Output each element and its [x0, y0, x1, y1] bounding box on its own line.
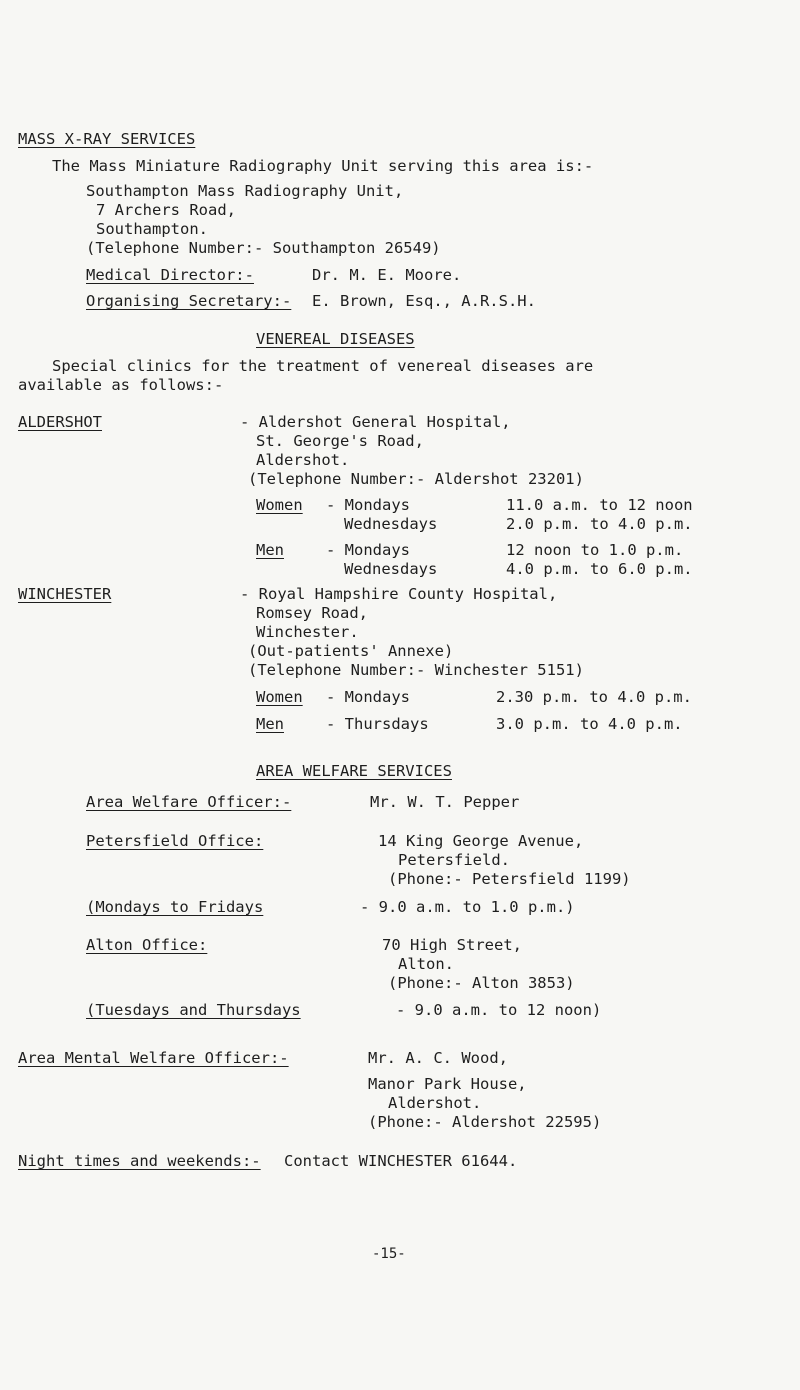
alton-phone: (Phone:- Alton 3853) — [388, 974, 575, 992]
welfare-officer-label: Area Welfare Officer:- — [86, 793, 292, 811]
night-contact: Contact WINCHESTER 61644. — [284, 1152, 518, 1170]
aldershot-men-day: Wednesdays — [344, 560, 438, 578]
winchester-address-line: Romsey Road, — [256, 604, 368, 622]
aldershot-men-time: 12 noon to 1.0 p.m. — [506, 541, 684, 559]
aldershot-men-time: 4.0 p.m. to 6.0 p.m. — [506, 560, 693, 578]
welfare-officer-name: Mr. W. T. Pepper — [370, 793, 520, 811]
unit-address-line: Southampton Mass Radiography Unit, — [86, 182, 404, 200]
aldershot-women-label: Women — [256, 496, 303, 514]
winchester-men-label: Men — [256, 715, 284, 733]
aldershot-women-time: 11.0 a.m. to 12 noon — [506, 496, 693, 514]
mental-officer-line: Mr. A. C. Wood, — [368, 1049, 508, 1067]
medical-director-name: Dr. M. E. Moore. — [312, 266, 462, 284]
mass-xray-intro: The Mass Miniature Radiography Unit serving this area is:- — [52, 157, 594, 175]
aldershot-women-day: - Mondays — [326, 496, 410, 514]
aldershot-men-label: Men — [256, 541, 284, 559]
aldershot-telephone: (Telephone Number:- Aldershot 23201) — [248, 470, 584, 488]
petersfield-office-label: Petersfield Office: — [86, 832, 264, 850]
secretary-name: E. Brown, Esq., A.R.S.H. — [312, 292, 536, 310]
unit-address-line: 7 Archers Road, — [96, 201, 236, 219]
alton-office-label: Alton Office: — [86, 936, 208, 954]
alton-address-line: Alton. — [398, 955, 454, 973]
page-number: -15- — [372, 1246, 406, 1262]
venereal-intro: Special clinics for the treatment of venereal diseases are — [52, 357, 594, 375]
place-winchester: WINCHESTER — [18, 585, 112, 603]
aldershot-women-time: 2.0 p.m. to 4.0 p.m. — [506, 515, 693, 533]
winchester-women-day: - Mondays — [326, 688, 410, 706]
alton-hours-label: (Tuesdays and Thursdays — [86, 1001, 301, 1019]
winchester-telephone: (Telephone Number:- Winchester 5151) — [248, 661, 584, 679]
mental-officer-phone: (Phone:- Aldershot 22595) — [368, 1113, 602, 1131]
place-aldershot: ALDERSHOT — [18, 413, 102, 431]
aldershot-address-line: - Aldershot General Hospital, — [240, 413, 511, 431]
winchester-men-day: - Thursdays — [326, 715, 429, 733]
petersfield-address-line: 14 King George Avenue, — [378, 832, 584, 850]
petersfield-address-line: Petersfield. — [398, 851, 510, 869]
unit-telephone: (Telephone Number:- Southampton 26549) — [86, 239, 441, 257]
venereal-intro: available as follows:- — [18, 376, 224, 394]
aldershot-women-day: Wednesdays — [344, 515, 438, 533]
secretary-label: Organising Secretary:- — [86, 292, 292, 310]
medical-director-label: Medical Director:- — [86, 266, 254, 284]
petersfield-hours: - 9.0 a.m. to 1.0 p.m.) — [360, 898, 575, 916]
aldershot-men-day: - Mondays — [326, 541, 410, 559]
winchester-address-line: - Royal Hampshire County Hospital, — [240, 585, 558, 603]
petersfield-phone: (Phone:- Petersfield 1199) — [388, 870, 631, 888]
night-times-label: Night times and weekends:- — [18, 1152, 261, 1170]
section-heading-venereal: VENEREAL DISEASES — [256, 330, 415, 348]
unit-address-line: Southampton. — [96, 220, 208, 238]
section-heading-welfare: AREA WELFARE SERVICES — [256, 762, 452, 780]
aldershot-address-line: Aldershot. — [256, 451, 350, 469]
winchester-annexe: (Out-patients' Annexe) — [248, 642, 454, 660]
mental-officer-line: Manor Park House, — [368, 1075, 527, 1093]
winchester-address-line: Winchester. — [256, 623, 359, 641]
mental-welfare-officer-label: Area Mental Welfare Officer:- — [18, 1049, 289, 1067]
petersfield-hours-label: (Mondays to Fridays — [86, 898, 264, 916]
mental-officer-line: Aldershot. — [388, 1094, 482, 1112]
alton-hours: - 9.0 a.m. to 12 noon) — [396, 1001, 602, 1019]
aldershot-address-line: St. George's Road, — [256, 432, 424, 450]
winchester-men-time: 3.0 p.m. to 4.0 p.m. — [496, 715, 683, 733]
alton-address-line: 70 High Street, — [382, 936, 522, 954]
section-heading-mass-xray: MASS X-RAY SERVICES — [18, 130, 196, 148]
winchester-women-time: 2.30 p.m. to 4.0 p.m. — [496, 688, 692, 706]
winchester-women-label: Women — [256, 688, 303, 706]
